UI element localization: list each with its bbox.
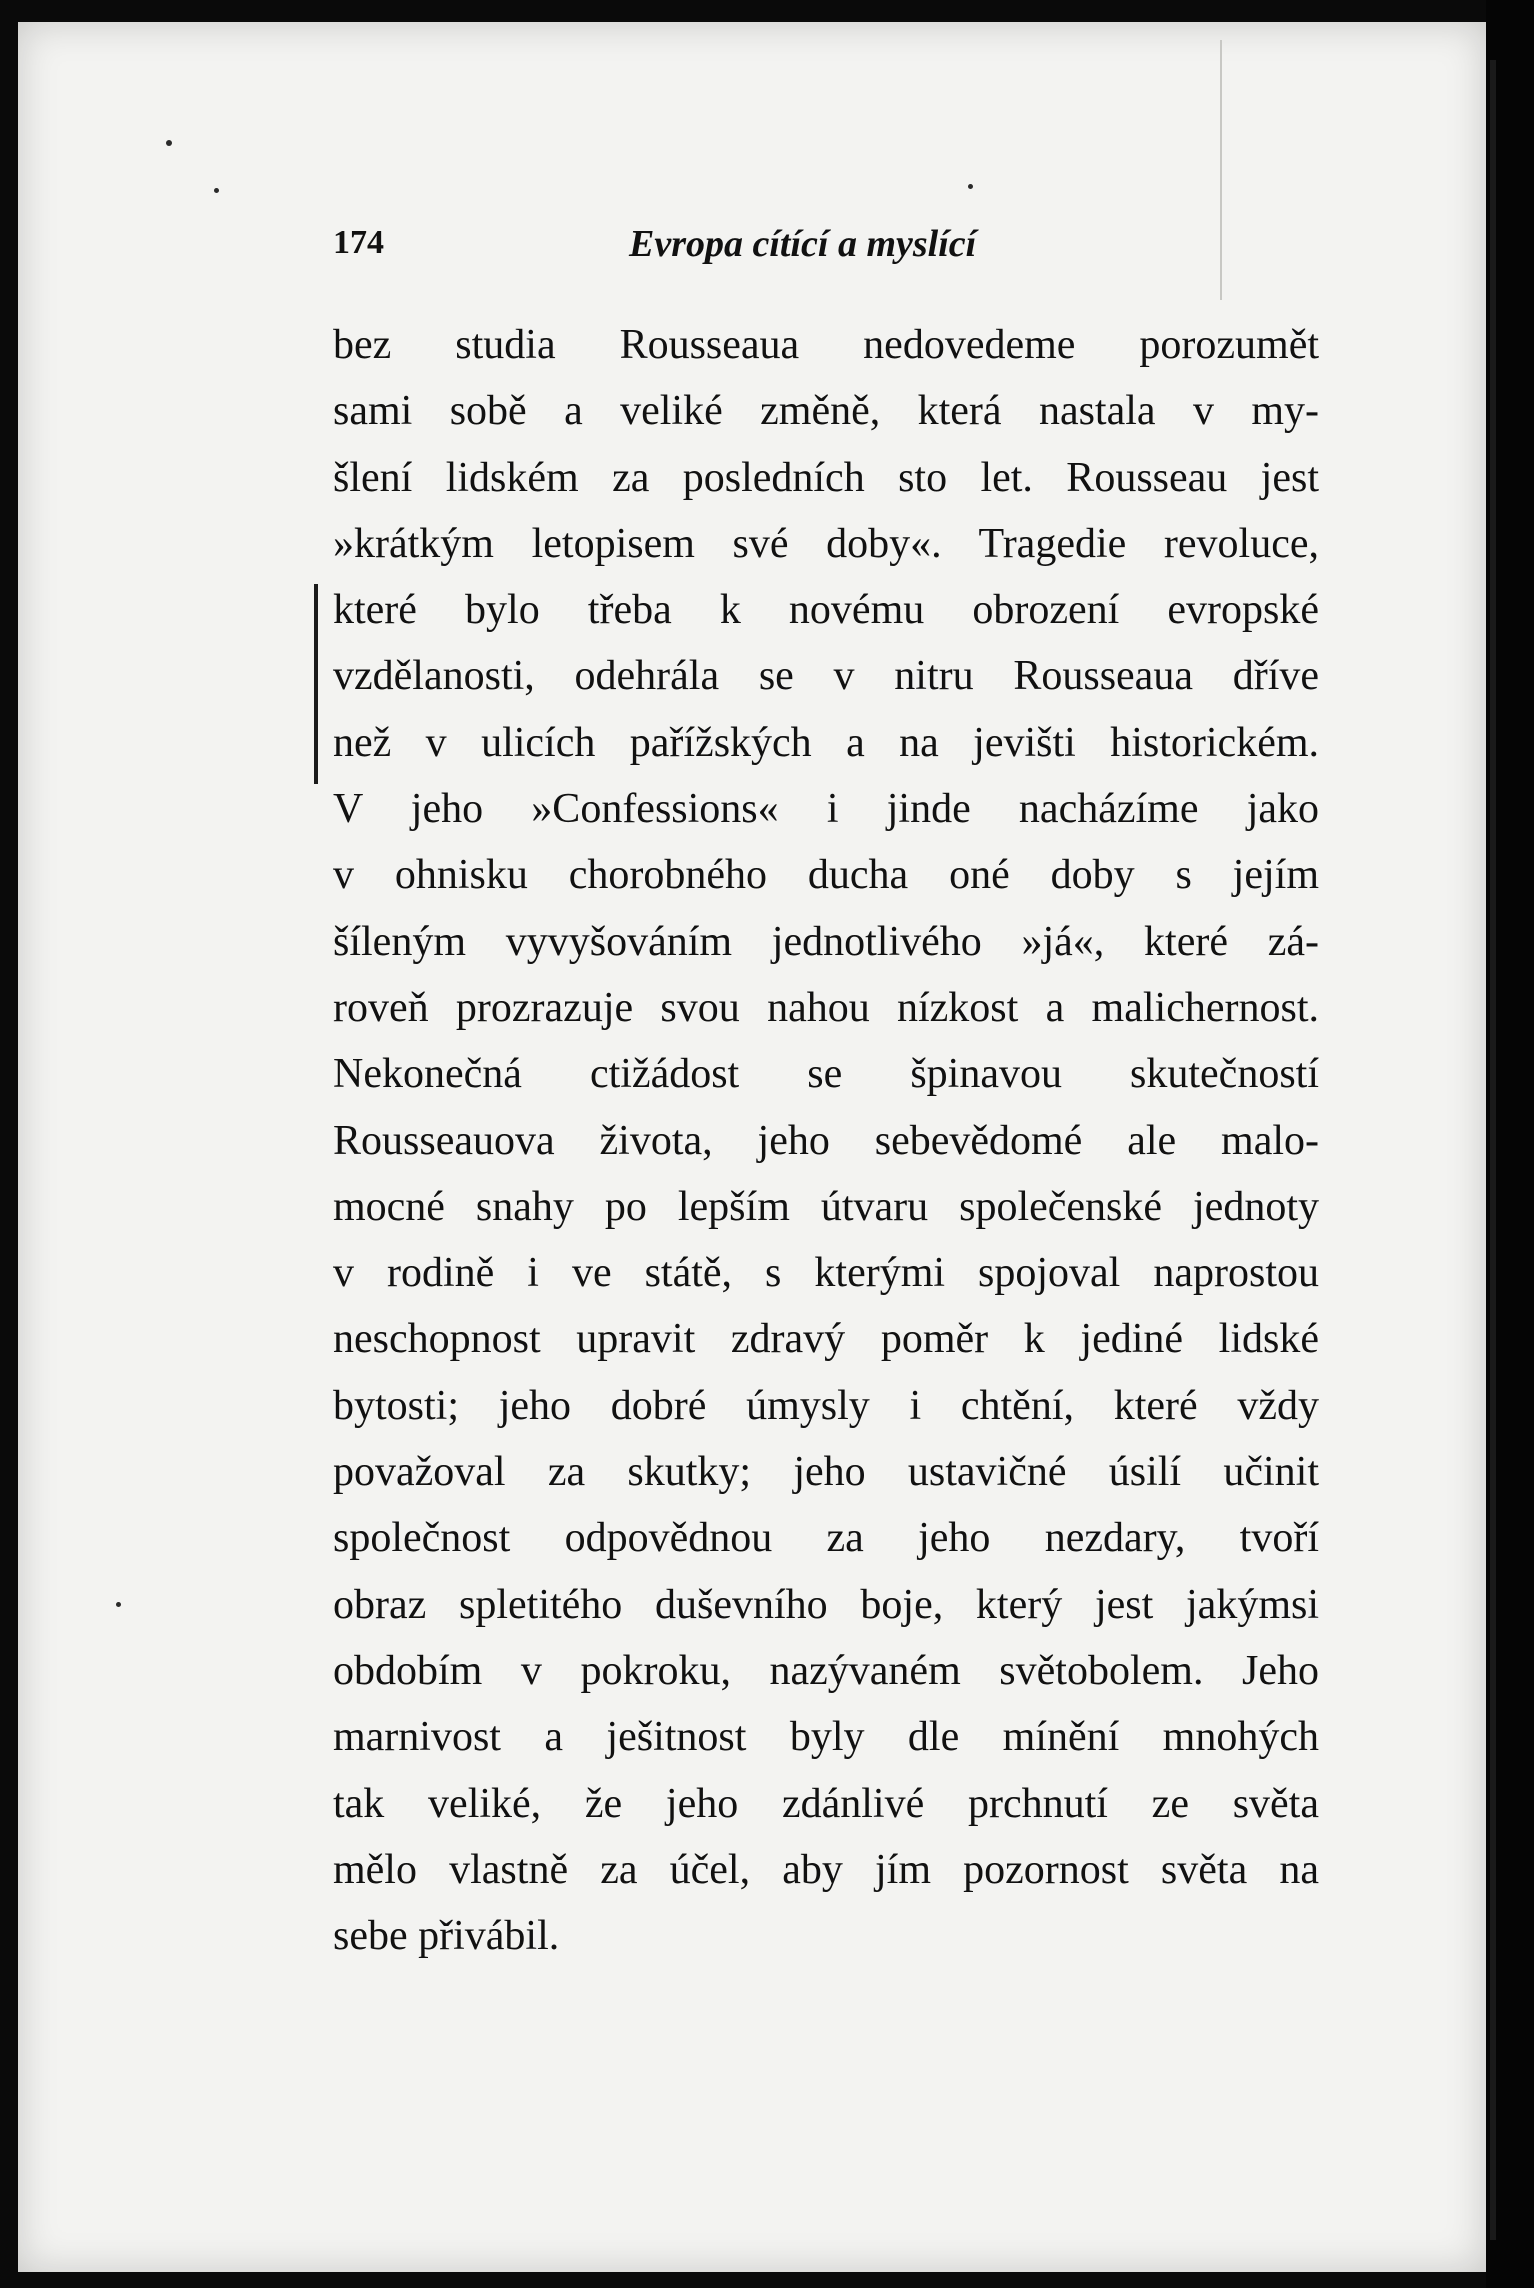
text-line: marnivost a ješitnost byly dle mínění mnohých (333, 1714, 1319, 1761)
dust-speck (116, 1602, 121, 1607)
text-line: Nekonečná ctižádost se špinavou skutečností (333, 1051, 1319, 1098)
text-line: společnost odpovědnou za jeho nezdary, tvoří (333, 1515, 1319, 1562)
dust-speck (166, 140, 172, 146)
dust-speck (214, 188, 219, 193)
text-line: roveň prozrazuje svou nahou nízkost a malichernost. (333, 984, 1319, 1031)
text-line: které bylo třeba k novému obrození evropské (333, 587, 1319, 634)
text-line: neschopnost upravit zdravý poměr k jediné lidské (333, 1316, 1319, 1363)
text-line: sebe přivábil. (333, 1913, 560, 1960)
text-line: v ohnisku chorobného ducha oné doby s jejím (333, 852, 1319, 899)
text-line: vzdělanosti, odehrála se v nitru Rousseaua dříve (333, 653, 1319, 700)
text-line: šíleným vyvyšováním jednotlivého »já«, které zá- (333, 918, 1319, 965)
text-line: bytosti; jeho dobré úmysly i chtění, které vždy (333, 1382, 1319, 1429)
spine-shadow (1490, 60, 1496, 2240)
text-line: sami sobě a veliké změně, která nastala v my- (333, 388, 1319, 435)
running-title: Evropa cítící a myslící (629, 223, 977, 265)
text-line: než v ulicích pařížských a na jevišti historickém. (333, 719, 1319, 766)
text-line: v rodině i ve státě, s kterými spojoval naprostou (333, 1250, 1319, 1297)
text-line: Rousseauova života, jeho sebevědomé ale malo- (333, 1117, 1319, 1164)
text-line: obraz spletitého duševního boje, který jest jakýmsi (333, 1581, 1319, 1628)
text-line: obdobím v pokroku, nazývaném světobolem. Jeho (333, 1647, 1319, 1694)
page-number: 174 (333, 224, 384, 261)
margin-mark (314, 584, 318, 784)
text-line: tak veliké, že jeho zdánlivé prchnutí ze světa (333, 1780, 1319, 1827)
text-line: považoval za skutky; jeho ustavičné úsilí učinit (333, 1449, 1319, 1496)
text-line: šlení lidském za posledních sto let. Rousseau jest (333, 454, 1319, 501)
text-line: mocné snahy po lepším útvaru společenské jednoty (333, 1183, 1319, 1230)
text-line: »krátkým letopisem své doby«. Tragedie revoluce, (333, 520, 1319, 567)
text-line: mělo vlastně za účel, aby jím pozornost světa na (333, 1846, 1319, 1893)
page-header (333, 218, 1333, 278)
text-line: V jeho »Confessions« i jinde nacházíme jako (333, 786, 1319, 833)
dust-speck (968, 184, 973, 189)
text-line: bez studia Rousseaua nedovedeme porozumět (333, 322, 1319, 368)
body-paragraph (333, 312, 1319, 1969)
